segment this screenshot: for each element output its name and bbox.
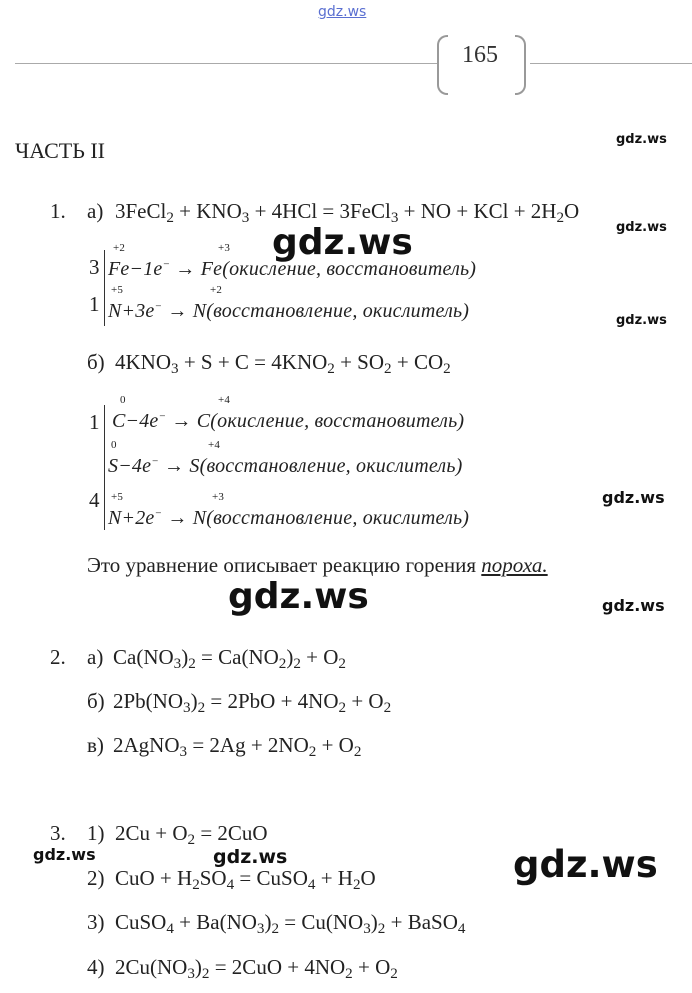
task2-b-label: б) xyxy=(87,689,105,713)
task3-step-label: 2) xyxy=(87,866,105,890)
part-title: ЧАСТЬ II xyxy=(15,138,105,163)
balance-coefficient: 1 xyxy=(89,292,100,316)
watermark-large: gdz.ws xyxy=(513,843,658,886)
watermark-small: gdz.ws xyxy=(602,596,665,615)
task3-step-equation: $2Cu(NO_3)_2 = 2CuO + 4NO_2 + O_2$ xyxy=(115,955,398,982)
watermark-small: gdz.ws xyxy=(33,845,96,864)
watermark-small: gdz.ws xyxy=(616,132,667,147)
half-reaction: +5 +2 N+3e− → N(восстановление, окислитель) xyxy=(108,284,470,322)
task1-note-answer: пороха. xyxy=(481,553,548,577)
task2-number: 2. xyxy=(50,645,66,669)
task1-b-equation: $4KNO_3 + S + C = 4KNO_2 + SO_2 + CO_2$ xyxy=(115,350,451,377)
balance-coefficient: 4 xyxy=(89,488,100,512)
balance-coefficient: 1 xyxy=(89,410,100,434)
task1-a-equation: 3FeCl$_2$ + $KNO_3 + 4HCl$ = 3FeCl$_3$ + NO + KCl + $2H_2O$ xyxy=(115,199,580,226)
watermark-large: gdz.ws xyxy=(272,222,413,263)
task3-step-label: 4) xyxy=(87,955,105,979)
task1-note: Это уравнение описывает реакцию горения пороха. xyxy=(87,553,548,577)
task3-step-equation: CuO + $H_2SO_4$ = CuSO$_4$ + $H_2O$ xyxy=(115,866,376,893)
task3-step-equation: $2Cu + O_2 = 2CuO$ xyxy=(115,821,268,848)
task2-b-equation: $2Pb(NO_3)_2 = 2PbO + 4NO_2 + O_2$ xyxy=(113,689,392,716)
half-reaction: 0 +4 C−4e− → C(окисление, восстановитель) xyxy=(112,394,465,432)
page-number: 165 xyxy=(462,42,498,68)
balance-bar xyxy=(104,250,105,326)
task3-step-label: 1) xyxy=(87,821,105,845)
header-rule-left xyxy=(15,63,438,64)
watermark-small: gdz.ws xyxy=(616,220,667,235)
watermark-large: gdz.ws xyxy=(228,576,369,617)
task3-step-equation: CuSO$_4$ + $Ba(NO_3)_2 = Cu(NO_3)_2$ + BaSO$_4$ xyxy=(115,910,466,937)
watermark-small: gdz.ws xyxy=(602,488,665,507)
task3-number: 3. xyxy=(50,821,66,845)
watermark-small: gdz.ws xyxy=(213,846,288,868)
task2-c-label: в) xyxy=(87,733,104,757)
task2-c-equation: 2AgNO$_3$ = $2Ag + 2NO_2 + O_2$ xyxy=(113,733,362,760)
header-rule-right xyxy=(530,63,692,64)
watermark-top[interactable]: gdz.ws xyxy=(318,4,367,20)
balance-coefficient: 3 xyxy=(89,255,100,279)
task2-a-equation: $Ca(NO_3)_2 = Ca(NO_2)_2 + O_2$ xyxy=(113,645,346,672)
half-reaction: +5 +3 N+2e− → N(восстановление, окислитель) xyxy=(108,491,470,529)
balance-bar xyxy=(104,405,105,530)
watermark-small: gdz.ws xyxy=(616,313,667,328)
task1-b-label: б) xyxy=(87,350,105,374)
page-number-bracket-right xyxy=(515,35,526,95)
task3-step-label: 3) xyxy=(87,910,105,934)
half-reaction: +2 +3 Fe−1e− → Fe(окисление, восстановитель) xyxy=(108,242,477,280)
task2-a-label: а) xyxy=(87,645,104,669)
half-reaction: 0 +4 S−4e− → S(восстановление, окислитель) xyxy=(108,439,463,477)
task1-number: 1. xyxy=(50,199,66,223)
task1-a-label: а) xyxy=(87,199,104,223)
page-number-bracket-left xyxy=(437,35,448,95)
